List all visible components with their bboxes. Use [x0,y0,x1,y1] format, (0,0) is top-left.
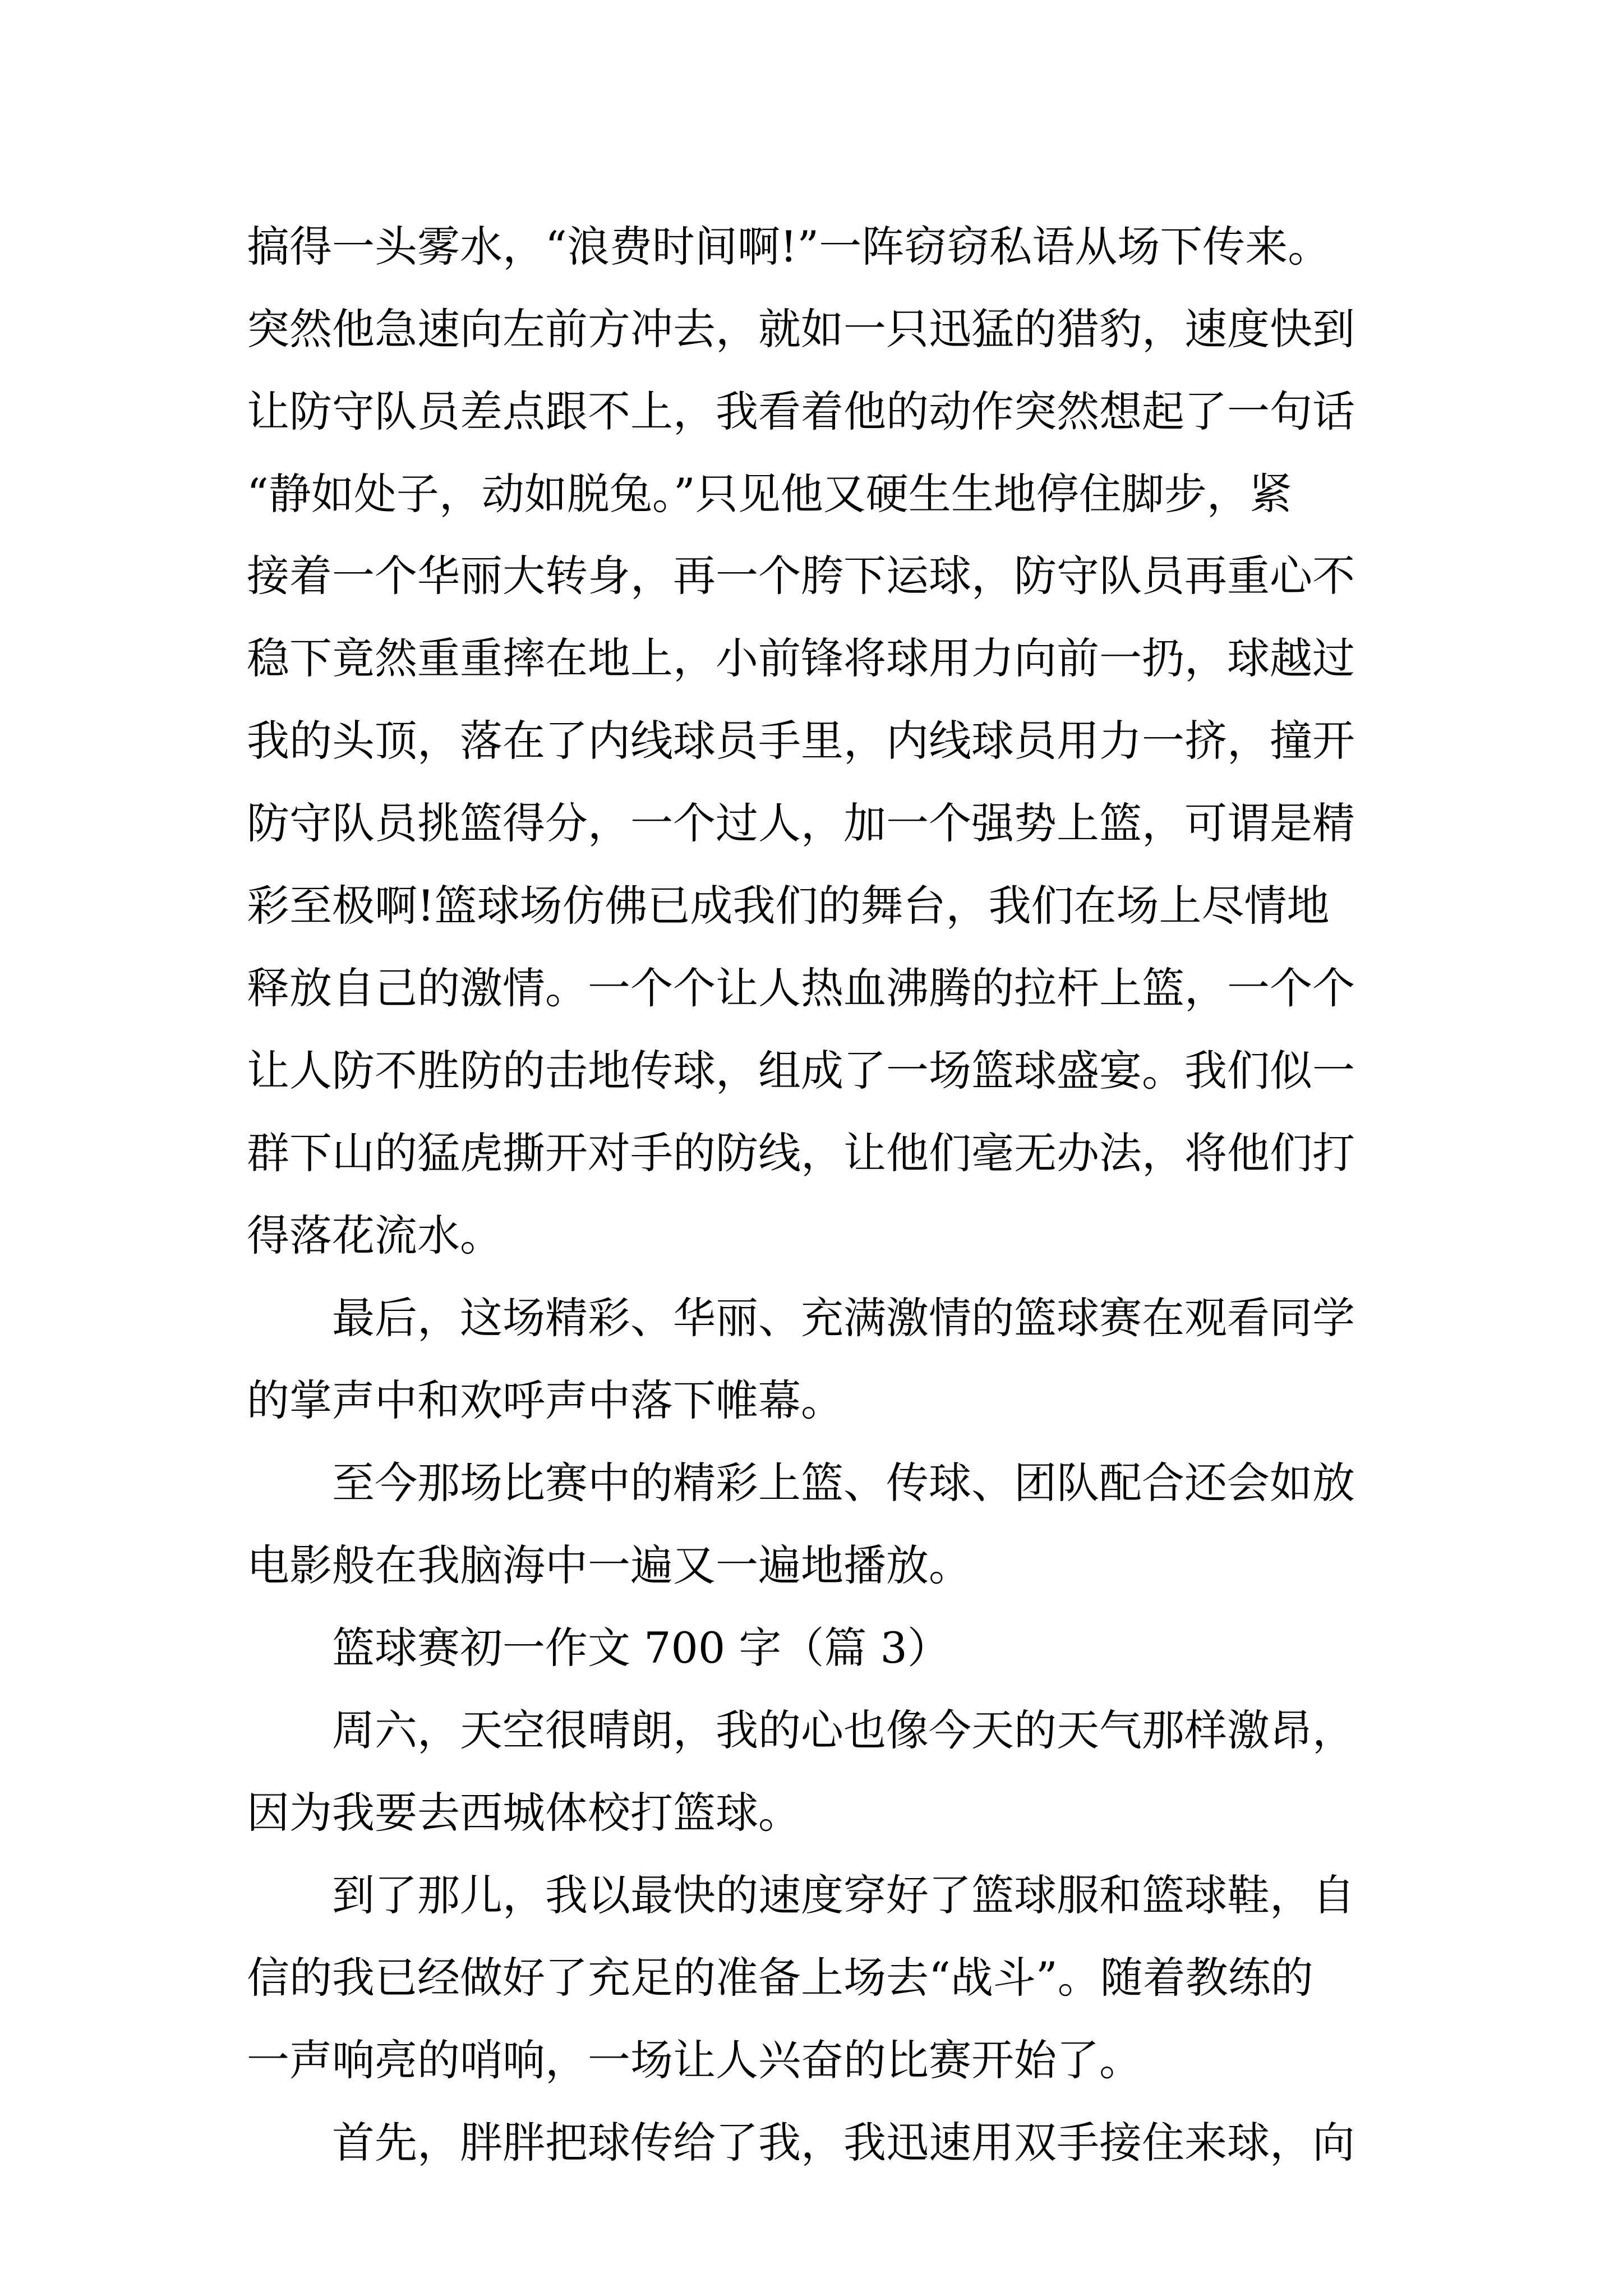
text-line: 彩至极啊!篮球场仿佛已成我们的舞台，我们在场上尽情地 [247,881,1330,931]
text-line: 突然他急速向左前方冲去，就如一只迅猛的猎豹，速度快到 [247,304,1355,354]
text-line: 我的头顶，落在了内线球员手里，内线球员用力一挤，撞开 [247,716,1355,766]
text-line: 群下山的猛虎撕开对手的防线，让他们毫无办法，将他们打 [247,1128,1355,1178]
text-line: 防守队员挑篮得分，一个过人，加一个强势上篮，可谓是精 [247,798,1355,848]
paragraph-start-line: 周六，天空很晴朗，我的心也像今天的天气那样激昂， [332,1705,1355,1755]
text-line: 的掌声中和欢呼声中落下帷幕。 [247,1375,843,1425]
text-line: 搞得一头雾水，“浪费时间啊!”一阵窃窃私语从场下传来。 [247,222,1331,272]
text-line: 电影般在我脑海中一遍又一遍地播放。 [247,1540,971,1590]
paragraph-start-line: 首先，胖胖把球传给了我，我迅速用双手接住来球，向 [332,2118,1355,2168]
text-line: 释放自己的激情。一个个让人热血沸腾的拉杆上篮，一个个 [247,963,1355,1013]
text-line: 稳下竟然重重摔在地上，小前锋将球用力向前一扔，球越过 [247,633,1355,683]
text-line: 因为我要去西城体校打篮球。 [247,1788,801,1838]
text-line: “静如处子，动如脱兔。”只见他又硬生生地停住脚步，紧 [247,469,1292,519]
section-heading: 篮球赛初一作文 700 字（篇 3） [332,1623,950,1673]
text-line: 让人防不胜防的击地传球，组成了一场篮球盛宴。我们似一 [247,1046,1355,1096]
paragraph-start-line: 至今那场比赛中的精彩上篮、传球、团队配合还会如放 [332,1458,1355,1508]
text-line: 得落花流水。 [247,1211,502,1260]
text-line: 让防守队员差点跟不上，我看着他的动作突然想起了一句话 [247,386,1355,436]
text-line: 接着一个华丽大转身，再一个胯下运球，防守队员再重心不 [247,551,1355,601]
text-line: 信的我已经做好了充足的准备上场去“战斗”。随着教练的 [247,1953,1313,2003]
paragraph-start-line: 最后，这场精彩、华丽、充满激情的篮球赛在观看同学 [332,1293,1355,1343]
text-line: 一声响亮的哨响，一场让人兴奋的比赛开始了。 [247,2035,1142,2085]
paragraph-start-line: 到了那儿，我以最快的速度穿好了篮球服和篮球鞋，自 [332,1870,1355,1920]
